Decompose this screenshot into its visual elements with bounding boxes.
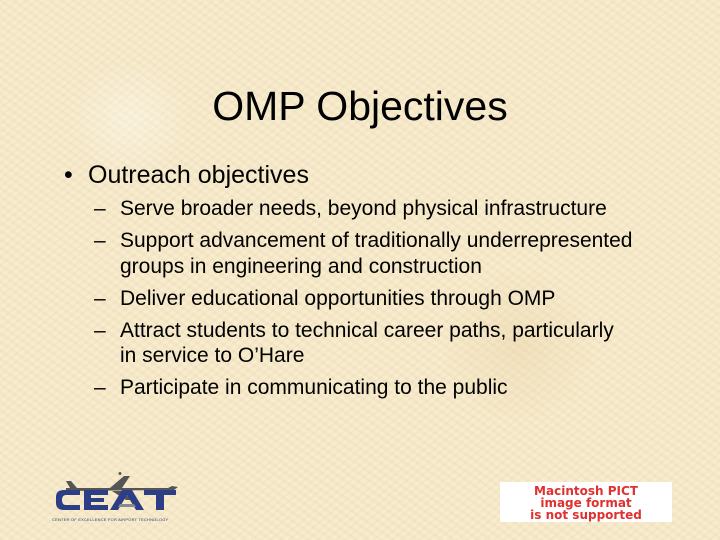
sub-bullet [94, 228, 634, 279]
sub-bullet-text: Participate in communicating to the public [120, 376, 508, 399]
pict-line: Macintosh PICT [534, 484, 638, 498]
sub-bullet-text: Deliver educational opportunities through OMP [120, 286, 556, 310]
ceat-logo-graphic [52, 470, 188, 516]
dash-marker: – [94, 197, 106, 220]
ceat-logo [52, 470, 188, 526]
sub-bullet [94, 286, 634, 312]
bullet-text: Outreach objectives [88, 161, 309, 189]
dash-marker: – [94, 286, 106, 310]
sub-bullet-text: Attract students to technical career paths, particularly in service to O’Hare [120, 318, 614, 367]
slide-title: OMP Objectives [212, 83, 508, 129]
dash-marker: – [94, 318, 106, 342]
pict-unsupported-placeholder [500, 482, 672, 522]
logo-caption: CENTER OF EXCELLENCE FOR AIRPORT TECHNOLOGY [52, 517, 169, 522]
pict-line: image format [540, 496, 632, 510]
sub-bullet-list [94, 196, 634, 407]
sub-bullet-text: Serve broader needs, beyond physical infrastructure [120, 197, 607, 220]
bullet-marker: • [64, 161, 73, 189]
dash-marker: – [94, 229, 106, 252]
sub-bullet-text: Support advancement of traditionally underrepresented groups in engineering and construction [120, 229, 633, 278]
sub-bullet [94, 375, 634, 401]
sub-bullet [94, 196, 634, 222]
sub-bullet [94, 318, 634, 369]
pict-line: is not supported [530, 508, 642, 522]
dash-marker: – [94, 376, 106, 399]
